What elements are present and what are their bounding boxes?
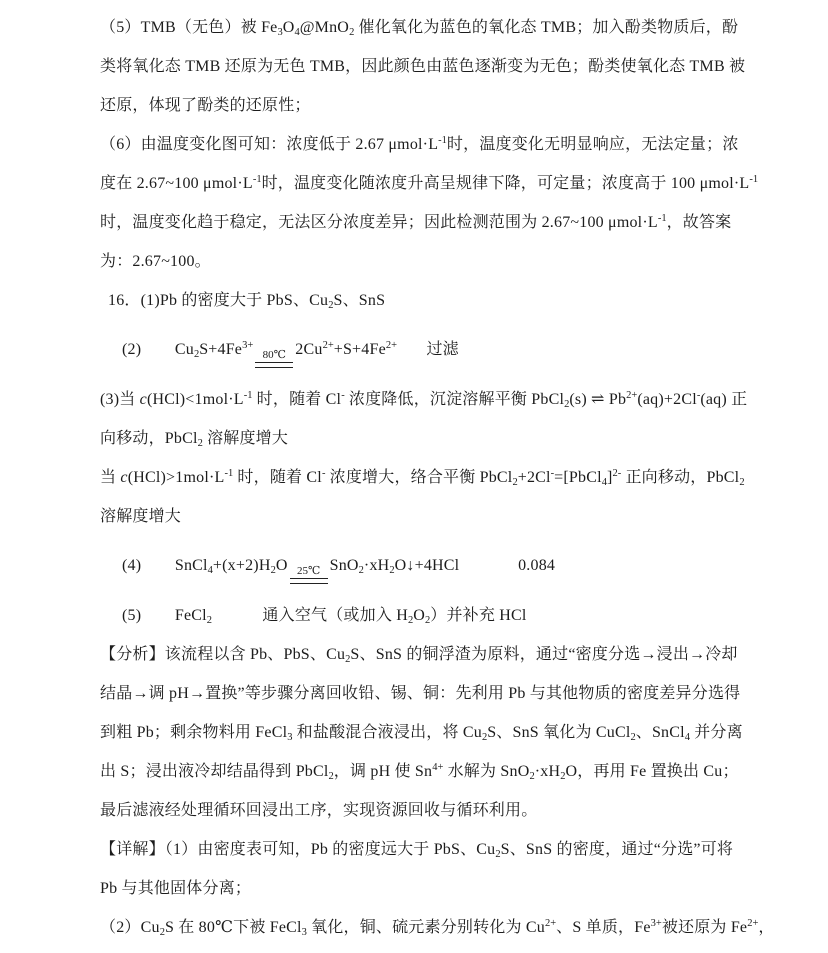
text-line-21: 【详解】（1）由密度表可知，Pb 的密度远大于 PbS、$Cu_2S$、SnS 的密度，通过“分选”可将 <box>100 841 734 860</box>
text-line-20: 最后滤液经处理循环回浸出工序，实现资源回收与循环利用。 <box>100 802 538 819</box>
text-line-16: 【分析】该流程以含 Pb、PbS、$Cu_2S$、SnS 的铜浮渣为原料，通过“密度分选→浸出→冷却 <box>100 646 738 665</box>
text-line-5: 度在 2.67~100 $\mu mol\cdot L^{-1}$时，温度变化随浓度升高呈规律下降，可定量；浓度高于 100 $\mu mol\cdot L^{-1}$ <box>100 174 759 192</box>
text-line-12: 当 $c(HCl)>1mol\cdot L^{-1}$ 时，随着 Cl- 浓度增大，络合平衡 PbCl$_2$+2Cl-=[PbCl$_4$]$^{2-}$ 正向移动，PbCl$_2$ <box>100 468 745 488</box>
text-line-13: 溶解度增大 <box>100 508 182 525</box>
text-line-11: 向移动，PbCl$_2$ 溶解度增大 <box>100 430 289 449</box>
text-line-2: 类将氧化态 TMB 还原为无色 TMB，因此颜色由蓝色逐渐变为无色；酚类使氧化态 TMB 被 <box>100 58 746 75</box>
text-line-15: (5) FeCl$_2$ 通入空气（或加入 $H_2O_2$）并补充 HCl <box>122 607 527 626</box>
text-line-22: Pb 与其他固体分离； <box>100 880 252 897</box>
text-line-3: 还原，体现了酚类的还原性； <box>100 97 311 114</box>
text-line-18: 到粗 Pb；剩余物料用 FeCl$_3$ 和盐酸混合液浸出，将 $Cu_2S$、SnS 氧化为 CuCl$_2$、SnCl$_4$ 并分离 <box>100 724 743 743</box>
text-line-4: （6）由温度变化图可知：浓度低于 2.67 $\mu mol\cdot L^{-1}$时，温度变化无明显响应，无法定量；浓 <box>100 135 739 153</box>
text-line-19: 出 S；浸出液冷却结晶得到 PbCl$_2$，调 pH 使 $Sn^{4+}$ 水解为 $SnO_2\cdot xH_2O$，再用 Fe 置换出 Cu； <box>100 762 739 782</box>
reaction-condition: 80℃ <box>255 349 293 368</box>
equals-double-line <box>255 362 293 368</box>
text-line-17: 结晶→调 pH→置换”等步骤分离回收铅、锡、铜：先利用 Pb 与其他物质的密度差异分选得 <box>100 685 741 702</box>
reaction-condition: 25℃ <box>290 565 328 584</box>
text-line-1: （5）TMB（无色）被 $Fe_3O_4@MnO_2$ 催化氧化为蓝色的氧化态 TMB；加入酚类物质后，酚 <box>100 19 739 38</box>
text-line-10: (3)当 $c(HCl)<1mol\cdot L^{-1}$ 时，随着 Cl- 浓度降低，沉淀溶解平衡 PbCl$_2$(s) ⇌ $Pb^{2+}(aq)+2Cl^-(aq)$ 正 <box>100 390 748 410</box>
text-line-9: (2) $Cu_2S+4Fe^{3+}$ 80℃ $2Cu^{2+}+S+4Fe^{2+}$ 过滤 <box>100 320 728 380</box>
document-body <box>100 8 775 947</box>
text-line-8: 16．(1)Pb 的密度大于 PbS、$Cu_2S$、SnS <box>108 292 386 311</box>
text-line-6: 时，温度变化趋于稳定，无法区分浓度差异；因此检测范围为 2.67~100 $\mu mol\cdot L^{-1}$，故答案 <box>100 213 732 231</box>
text-line-7: 为：2.67~100。 <box>100 253 211 270</box>
text-line-23: $(2)Cu_2S$ 在 80℃下被 FeCl$_3$ 氧化，铜、硫元素分别转化为 $Cu^{2+}$、S 单质，$Fe^{3+}$被还原为 $Fe^{2+}$， <box>100 918 775 938</box>
equals-double-line <box>290 578 328 584</box>
text-line-14: (4) $SnCl_4+(x+2)H_2O$ 25℃ $SnO_2\cdot xH_2O↓+4HCl$ 0.084 <box>100 536 728 596</box>
